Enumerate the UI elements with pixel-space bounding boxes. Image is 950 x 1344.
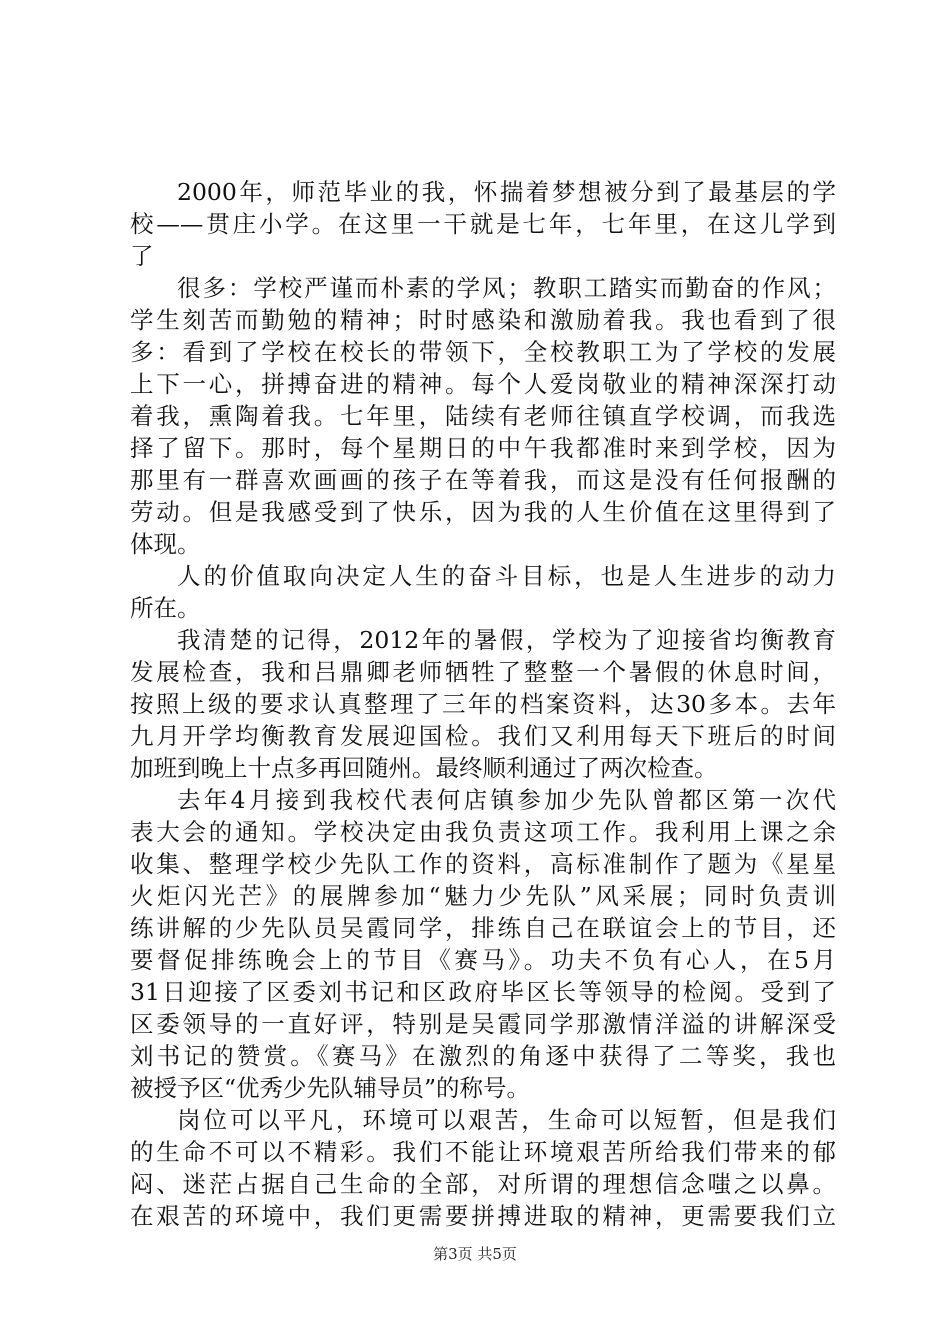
text-line: 加班到晚上十点多再回随州。最终顺利通过了两次检查。	[130, 754, 718, 782]
text-line: 着我，熏陶着我。七年里，陆续有老师往镇直学校调，而我选	[130, 402, 836, 430]
document-body	[130, 176, 836, 1232]
text-line: 练讲解的少先队员吴霞同学，排练自己在联谊会上的节目，还	[130, 914, 836, 942]
text-line: 31日迎接了区委刘书记和区政府毕区长等领导的检阅。受到了	[130, 978, 836, 1006]
text-line: 那里有一群喜欢画画的孩子在等着我，而这是没有任何报酬的	[130, 466, 836, 494]
text-line: 劳动。但是我感受到了快乐，因为我的人生价值在这里得到了	[130, 498, 836, 526]
text-line: 刘书记的赞赏。《赛马》在激烈的角逐中获得了二等奖，我也	[130, 1042, 836, 1070]
text-line: 了	[130, 242, 154, 270]
text-line: 闷、迷茫占据自己生命的全部，对所谓的理想信念嗤之以鼻。	[130, 1170, 836, 1198]
text-line: 要督促排练晚会上的节目《赛马》。功夫不负有心人，在5月	[130, 946, 836, 974]
page-footer: 第3页 共5页	[433, 1245, 517, 1263]
text-line: 九月开学均衡教育发展迎国检。我们又利用每天下班后的时间	[130, 722, 836, 750]
text-line: 我清楚的记得，2012年的暑假，学校为了迎接省均衡教育	[177, 626, 836, 654]
text-line: 2000年，师范毕业的我，怀揣着梦想被分到了最基层的学	[177, 178, 836, 206]
text-line: 学生刻苦而勤勉的精神；时时感染和激励着我。我也看到了很	[130, 306, 836, 334]
text-line: 表大会的通知。学校决定由我负责这项工作。我利用上课之余	[130, 818, 836, 846]
text-line: 火炬闪光芒》的展牌参加“魅力少先队”风采展；同时负责训	[130, 882, 836, 910]
text-line: 择了留下。那时，每个星期日的中午我都准时来到学校，因为	[130, 434, 836, 462]
text-line: 收集、整理学校少先队工作的资料，高标准制作了题为《星星	[130, 850, 836, 878]
text-line: 被授予区“优秀少先队辅导员”的称号。	[130, 1074, 531, 1102]
text-line: 上下一心，拼搏奋进的精神。每个人爱岗敬业的精神深深打动	[130, 370, 836, 398]
text-line: 很多：学校严谨而朴素的学风；教职工踏实而勤奋的作风；	[177, 274, 836, 302]
text-line: 按照上级的要求认真整理了三年的档案资料，达30多本。去年	[130, 690, 836, 718]
text-line: 去年4月接到我校代表何店镇参加少先队曾都区第一次代	[177, 786, 836, 814]
text-line: 人的价值取向决定人生的奋斗目标，也是人生进步的动力	[177, 562, 836, 590]
text-line: 多：看到了学校在校长的带领下，全校教职工为了学校的发展	[130, 338, 836, 366]
text-line: 区委领导的一直好评，特别是吴霞同学那激情洋溢的讲解深受	[130, 1010, 836, 1038]
text-line: 所在。	[130, 594, 201, 622]
text-line: 的生命不可以不精彩。我们不能让环境艰苦所给我们带来的郁	[130, 1138, 836, 1166]
text-line: 岗位可以平凡，环境可以艰苦，生命可以短暂，但是我们	[177, 1106, 836, 1134]
text-line: 发展检查，我和吕鼎卿老师牺牲了整整一个暑假的休息时间，	[130, 658, 836, 686]
text-line: 体现。	[130, 530, 201, 558]
text-line: 校——贯庄小学。在这里一干就是七年，七年里，在这儿学到	[130, 210, 836, 238]
text-line: 在艰苦的环境中，我们更需要拼搏进取的精神，更需要我们立	[130, 1202, 836, 1230]
